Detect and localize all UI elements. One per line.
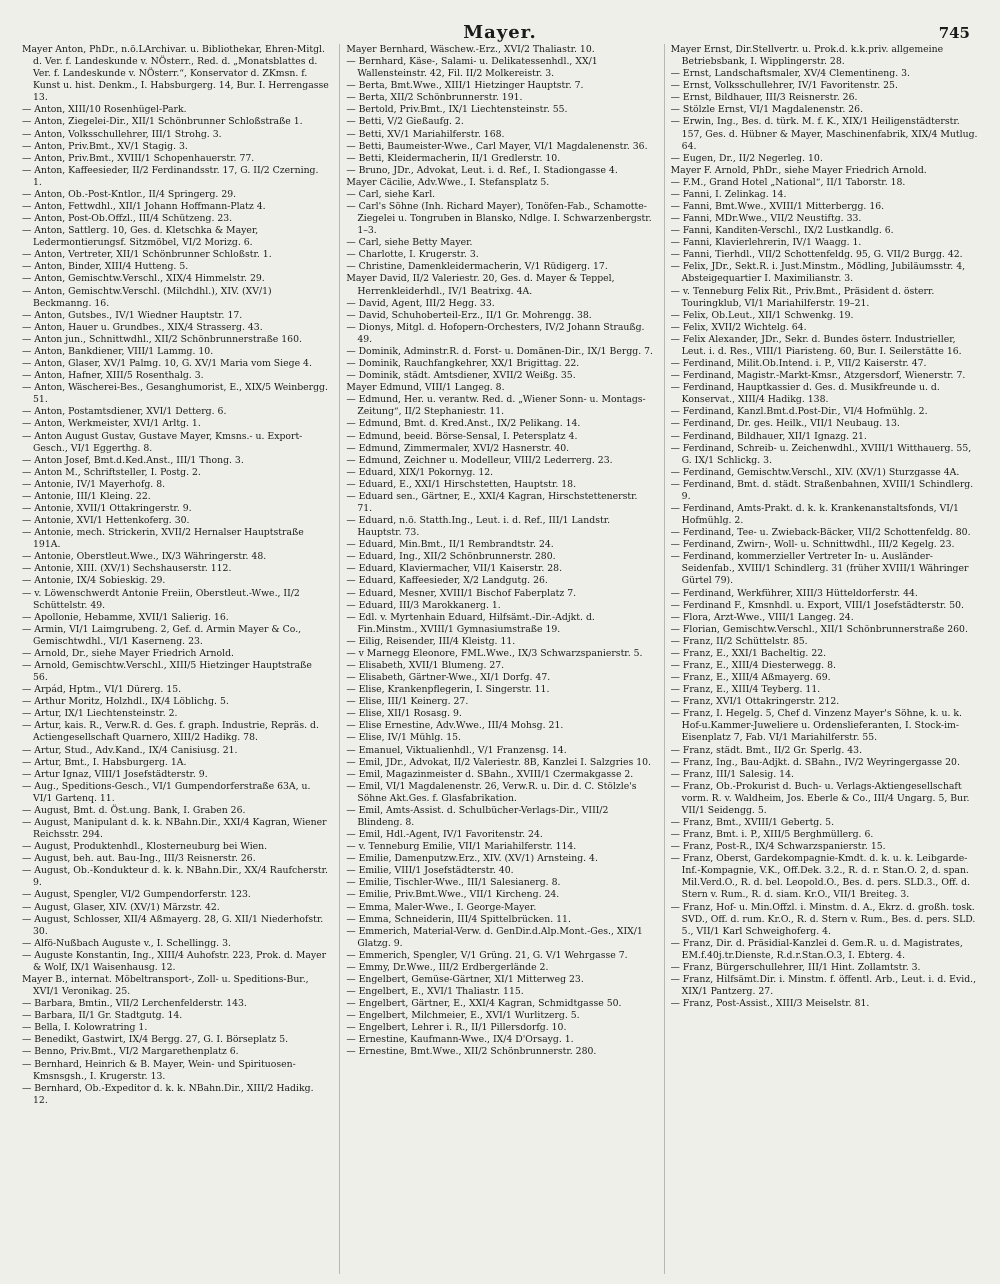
directory-entry: — August, Produktenhdl., Klosterneuburg bei Wien. [22, 841, 268, 853]
directory-entry: — Franz, XVI/1 Ottakringerstr. 212. [670, 696, 840, 708]
directory-entry: — Elisabeth, Gärtner-Wwe., XI/1 Dorfg. 47. [346, 672, 551, 684]
directory-entry: — Ferdinand, Hauptkassier d. Ges. d. Musikfreunde u. d. Konservat., XIII/4 Hadikg. 138. [670, 382, 940, 406]
directory-entry: — Eduard, E., XXI/1 Hirschstetten, Hauptstr. 18. [346, 478, 577, 490]
directory-entry: — Franz, Bmt. i. P., XIII/5 Berghmüllerg. 6. [670, 829, 874, 841]
directory-entry: — Apollonie, Hebamme, XVII/1 Salierig. 16. [22, 611, 229, 623]
directory-entry: — Anton Josef, Bmt.d.Ked.Anst., III/1 Thong. 3. [22, 454, 244, 466]
directory-entry: — Auguste Konstantin, Ing., XIII/4 Auhofstr. 223, Prok. d. Mayer & Wolf, IX/1 Waisenhausg. 12. [22, 949, 327, 973]
directory-column-1 [22, 44, 329, 1274]
directory-entry: Mayer Ernst, Dir.Stellvertr. u. Prok.d. k.k.priv. allgemeine Betriebsbank, I. Wipplingerstr. 28. [670, 44, 944, 68]
directory-entry: — Edmund, Zeichner u. Modelleur, VIII/2 Lederrerg. 23. [346, 454, 613, 466]
directory-entry: — Bertold, Priv.Bmt., IX/1 Liechtensteinstr. 55. [346, 104, 568, 116]
directory-entry: — Fanni, Kanditen-Verschl., IX/2 Lustkandlg. 6. [670, 225, 894, 237]
directory-entry: — Emil, JDr., Advokat, II/2 Valeriestr. 8B, Kanzlei I. Salzgries 10. [346, 756, 652, 768]
directory-entry: — Ferdinand, Milit.Ob.Intend. i. P., VII/2 Kaiserstr. 47. [670, 358, 927, 370]
directory-entry: — Dionys, Mitgl. d. Hofopern-Orchesters, IV/2 Johann Straußg. 49. [346, 321, 645, 345]
directory-entry: — Emilie, Damenputzw.Erz., XIV. (XV/1) Arnsteing. 4. [346, 853, 598, 865]
directory-entry: — Armin, VI/1 Laimgrubeng. 2, Gef. d. Armin Mayer & Co., Gemischtwdhl., VI/1 Kaserneng. 23. [22, 623, 302, 647]
directory-entry: — Artur, IX/1 Liechtensteinstr. 2. [22, 708, 178, 720]
directory-entry: — Anton, Werkmeister, XVI/1 Arltg. 1. [22, 418, 201, 430]
directory-entry: — v. Löwenschwerdt Antonie Freiin, Oberstleut.-Wwe., II/2 Schüttelstr. 49. [22, 587, 300, 611]
directory-entry: — August, Manipulant d. k. k. NBahn.Dir., XXI/4 Kagran, Wiener Reichsstr. 294. [22, 817, 327, 841]
directory-entry: — Bella, I. Kolowratring 1. [22, 1022, 148, 1034]
directory-entry: — Franz, städt. Bmt., II/2 Gr. Sperlg. 43. [670, 744, 863, 756]
directory-entry: — Ferdinand F., Kmsnhdl. u. Export, VIII/1 Josefstädterstr. 50. [670, 599, 965, 611]
directory-entry: — Anton, Ziegelei-Dir., XII/1 Schönbrunner Schloßstraße 1. [22, 116, 303, 128]
directory-entry: — Anton, Bankdiener, VIII/1 Lammg. 10. [22, 345, 214, 357]
directory-entry: — Franz, E., XIII/4 Aßmayerg. 69. [670, 672, 831, 684]
directory-entry: — Anton, Glaser, XV/1 Palmg. 10, G. XV/1 Maria vom Siege 4. [22, 358, 312, 370]
directory-entry: — Edl. v. Myrtenhain Eduard, Hilfsämt.-Dir.-Adjkt. d. Fin.Minstm., XVIII/1 Gymnasiumstraße 19. [346, 611, 595, 635]
directory-entry: — Fanni, Klavierlehrerin, IV/1 Waagg. 1. [670, 237, 862, 249]
directory-entry: — Edmund, Zimmermaler, XVI/2 Hasnerstr. 40. [346, 442, 570, 454]
directory-entry: — Florian, Gemischtw.Verschl., XII/1 Schönbrunnerstraße 260. [670, 623, 968, 635]
directory-entry: — David, Agent, III/2 Hegg. 33. [346, 297, 495, 309]
directory-entry: — Berta, Bmt.Wwe., XIII/1 Hietzinger Hauptstr. 7. [346, 80, 584, 92]
directory-entry: — Ferdinand, Schreib- u. Zeichenwdhl., XVIII/1 Witthauerg. 55, G. IX/1 Schlickg. 3. [670, 442, 972, 466]
directory-entry: — Emma, Schneiderin, III/4 Spittelbrücken. 11. [346, 913, 571, 925]
page-header [22, 14, 978, 44]
directory-column-3 [664, 44, 978, 1274]
directory-entry: — Anton, Binder, XIII/4 Hutteng. 5. [22, 261, 189, 273]
directory-entry: — Anton, Priv.Bmt., XVIII/1 Schopenhauerstr. 77. [22, 152, 255, 164]
directory-entry: Mayer B., internat. Möbeltransport-, Zoll- u. Speditions-Bur., XVI/1 Veronikag. 25. [22, 974, 309, 998]
directory-entry: — Anton jun., Schnittwdhl., XII/2 Schönbrunnerstraße 160. [22, 333, 302, 345]
directory-entry: — v. Tenneburg Emilie, VII/1 Mariahilferstr. 114. [346, 841, 577, 853]
directory-entry: — Arnold, Dr., siehe Mayer Friedrich Arnold. [22, 647, 234, 659]
directory-entry: — Emilie, VIII/1 Josefstädterstr. 40. [346, 865, 514, 877]
directory-entry: — Franz, Oberst, Gardekompagnie-Kmdt. d. k. u. k. Leibgarde-Inf.-Kompagnie, V.K., Off.Dek. 3.2., R. d. r. Stan.O. 2, d. span. Mil.Verd.O., R. d. bel. Leopold.O., Bes. d. pers. SLD.3., Off. d. Stern v. Rum., R. d. siam. Kr.O., VII/1 Breiteg. 3. [670, 853, 971, 901]
directory-entry: — Artur, kais. R., Verw.R. d. Ges. f. graph. Industrie, Repräs. d. Actiengesellschaft Quarnero, XIII/2 Hadikg. 78. [22, 720, 319, 744]
directory-entry: Mayer Cäcilie, Adv.Wwe., I. Stefansplatz 5. [346, 176, 550, 188]
directory-entry: — Eduard, III/3 Marokkanerg. 1. [346, 599, 501, 611]
directory-entry: — Elise, XII/1 Rosasg. 9. [346, 708, 462, 720]
directory-entry: — Berta, XII/2 Schönbrunnerstr. 191. [346, 92, 523, 104]
directory-entry: — Emmy, Dr.Wwe., III/2 Erdbergerlände 2. [346, 961, 549, 973]
directory-entry: — Emmerich, Spengler, V/1 Grüng. 21, G. V/1 Wehrgasse 7. [346, 949, 628, 961]
directory-entry: — August, Spengler, VI/2 Gumpendorferstr. 123. [22, 889, 251, 901]
directory-entry: — Elise, IV/1 Mühlg. 15. [346, 732, 462, 744]
directory-entry: — Christine, Damenkleidermacherin, V/1 Rüdigerg. 17. [346, 261, 608, 273]
directory-entry: — Eduard, XIX/1 Pokornyg. 12. [346, 466, 494, 478]
directory-entry: — Ferdinand, Bildhauer, XII/1 Ignazg. 21. [670, 430, 867, 442]
directory-entry: — Dominik, Adminstr.R. d. Forst- u. Domänen-Dir., IX/1 Bergg. 7. [346, 345, 654, 357]
directory-entry: — Eilig, Reisender, III/4 Kleistg. 11. [346, 635, 516, 647]
directory-entry: — Anton, Sattlerg. 10, Ges. d. Kletschka & Mayer, Ledermontierungsf. Sitzmöbel, VI/2 Morizg. 6. [22, 225, 259, 249]
directory-entry: — Carl, siehe Betty Mayer. [346, 237, 473, 249]
directory-entry: — Ferdinand, Magistr.-Markt-Kmsr., Atzgersdorf, Wienerstr. 7. [670, 370, 966, 382]
directory-entry: — Arnold, Gemischtw.Verschl., XIII/5 Hietzinger Hauptstraße 56. [22, 659, 312, 684]
directory-entry: — Felix, Ob.Leut., XII/1 Schwenkg. 19. [670, 309, 854, 321]
directory-entry: — Artur, Stud., Adv.Kand., IX/4 Canisiusg. 21. [22, 744, 238, 756]
directory-entry: — Franz, E., XIII/4 Diesterwegg. 8. [670, 659, 836, 671]
directory-entry: — Anton, Vertreter, XII/1 Schönbrunner Schloßstr. 1. [22, 249, 272, 261]
directory-entry: — Franz, E., XIII/4 Teyberg. 11. [670, 684, 821, 696]
directory-entry: — Anton M., Schriftsteller, I. Postg. 2. [22, 466, 201, 478]
directory-entry: — Stölzle Ernst, VI/1 Magdalenenstr. 26. [670, 104, 864, 116]
directory-entry: — Ernst, Bildhauer, III/3 Reisnerstr. 26. [670, 92, 858, 104]
directory-entry: — Bernhard, Heinrich & B. Mayer, Wein- und Spirituosen-Kmsnsgsh., I. Krugerstr. 13. [22, 1058, 296, 1082]
directory-entry: — Emil, Amts-Assist. d. Schulbücher-Verlags-Dir., VIII/2 Blindeng. 8. [346, 804, 609, 828]
directory-entry: — Ernst, Landschaftsmaler, XV/4 Clementineng. 3. [670, 68, 910, 80]
page-title: Mayer. [463, 22, 537, 43]
directory-entry: — Barbara, II/1 Gr. Stadtgutg. 14. [22, 1010, 183, 1022]
directory-entry: — Barbara, Bmtin., VII/2 Lerchenfelderstr. 143. [22, 998, 247, 1010]
directory-entry: — Arthur Moritz, Holzhdl., IX/4 Löblichg. 5. [22, 696, 229, 708]
directory-entry: — Engelbert, Milchmeier, E., XVI/1 Wurlitzerg. 5. [346, 1010, 580, 1022]
directory-entry: — Antonie, XVI/1 Hettenkoferg. 30. [22, 515, 190, 527]
directory-entry: — Carl's Söhne (Inh. Richard Mayer), Tonöfen-Fab., Schamotte-Ziegelei u. Tongruben in Blansko, Ndlge. I. Schwarzenbergstr. 1–3. [346, 201, 652, 237]
directory-entry: — Anton, Ob.-Post-Kntlor., II/4 Springerg. 29. [22, 188, 237, 200]
directory-entry: — Bernhard, Ob.-Expeditor d. k. k. NBahn.Dir., XIII/2 Hadikg. 12. [22, 1082, 314, 1106]
directory-entry: — Antonie, IV/1 Mayerhofg. 8. [22, 478, 166, 490]
directory-entry: — Engelbert, Lehrer i. R., II/1 Pillersdorfg. 10. [346, 1022, 567, 1034]
directory-entry: — Carl, siehe Karl. [346, 188, 436, 200]
directory-entry: — Franz, Ob.-Prokurist d. Buch- u. Verlags-Aktiengesellschaft vorm. R. v. Waldheim, Jos. Eberle & Co., III/4 Ungarg. 5, Bur. VII/1 Seidengg. 5. [670, 780, 970, 816]
directory-entry: — Anton, Gemischtw.Verschl., XIX/4 Himmelstr. 29. [22, 273, 265, 285]
directory-entry: — Antonie, Oberstleut.Wwe., IX/3 Währingerstr. 48. [22, 551, 267, 563]
directory-entry: — Anton, Gutsbes., IV/1 Wiedner Hauptstr. 17. [22, 309, 243, 321]
directory-entry: — Ferdinand, Amts-Prakt. d. k. k. Krankenanstaltsfonds, VI/1 Hofmühlg. 2. [670, 502, 959, 527]
directory-entry: — Ferdinand, Zwirn-, Woll- u. Schnittwdhl., III/2 Kegelg. 23. [670, 539, 955, 551]
directory-entry: — Fanni, I. Zelinkag. 14. [670, 188, 787, 200]
directory-entry: Mayer Anton, PhDr., n.ö.LArchivar. u. Bibliothekar, Ehren-Mitgl. d. Ver. f. Landeskunde v. NÖsterr., Red. d. „Monatsblattes d. Ver. f. Landeskunde v. NÖsterr.“, Konservator d. ZKmsn. f. Kunst u. hist. Denkm., I. Habsburgerg. 14, Bur. I. Herrengasse 13. [22, 44, 329, 104]
directory-entry: — Ferdinand, Gemischtw.Verschl., XIV. (XV/1) Sturzgasse 4A. [670, 466, 960, 478]
directory-entry: — Eduard, Mesner, XVIII/1 Bischof Faberplatz 7. [346, 587, 577, 599]
directory-entry: — Franz, Dir. d. Präsidial-Kanzlei d. Gem.R. u. d. Magistrates, EM.f.40j.tr.Dienste, R.d.r.Stan.O.3, I. Ebterg. 4. [670, 937, 963, 961]
directory-entry: — Elise Ernestine, Adv.Wwe., III/4 Mohsg. 21. [346, 720, 564, 732]
directory-entry: — Artur, Bmt., I. Habsburgerg. 1A. [22, 756, 187, 768]
directory-entry: — Edmund, beeid. Börse-Sensal, I. Petersplatz 4. [346, 430, 578, 442]
directory-entry: — Anton, Gemischtw.Verschl. (Milchdhl.), XIV. (XV/1) Beckmanng. 16. [22, 285, 272, 309]
directory-entry: — Engelbert, Gemüse-Gärtner, XI/1 Mitterweg 23. [346, 974, 584, 986]
directory-entry: — Franz, Ing., Bau-Adjkt. d. SBahn., IV/2 Weyringergasse 20. [670, 756, 960, 768]
directory-entry: — Anton, Kaffeesieder, II/2 Ferdinandsstr. 17, G. II/2 Czerning. 1. [22, 164, 319, 188]
directory-entry: — Antonie, XIII. (XV/1) Sechshauserstr. 112. [22, 563, 232, 575]
page-number: 745 [938, 24, 970, 42]
directory-entry: — Ferdinand, Kanzl.Bmt.d.Post-Dir., VI/4 Hofmühlg. 2. [670, 406, 928, 418]
directory-entry: — Betti, Kleidermacherin, II/1 Gredlerstr. 10. [346, 152, 561, 164]
directory-entry: — Ferdinand, Bmt. d. städt. Straßenbahnen, XVIII/1 Schindlerg. 9. [670, 478, 974, 502]
directory-entry: — Aug., Speditions-Gesch., VI/1 Gumpendorferstraße 63A, u. VI/1 Gartenq. 11. [22, 780, 311, 804]
directory-entry: — Anton, Fettwdhl., XII/1 Johann Hoffmann-Platz 4. [22, 201, 266, 213]
directory-entry: — Charlotte, I. Krugerstr. 3. [346, 249, 479, 261]
directory-entry: Mayer David, II/2 Valeriestr. 20, Ges. d. Mayer & Teppel, Herrenkleiderhdl., IV/1 Beatrixg. 4A. [346, 273, 615, 297]
directory-entry: Mayer Bernhard, Wäschew.-Erz., XVI/2 Thaliastr. 10. [346, 44, 595, 55]
directory-entry: — Edmund, Her. u. verantw. Red. d. „Wiener Sonn- u. Montags-Zeitung“, II/2 Stephaniestr. 11. [346, 394, 646, 418]
directory-entry: — v Marnegg Eleonore, FML.Wwe., IX/3 Schwarzspanierstr. 5. [346, 647, 643, 659]
directory-entry: — Emil, Magazinmeister d. SBahn., XVIII/1 Czermakgasse 2. [346, 768, 634, 780]
directory-entry: — v. Tenneburg Felix Rit., Priv.Bmt., Präsident d. österr. Touringklub, VI/1 Mariahilferstr. 19–21. [670, 285, 935, 309]
directory-entry: — August, Schlosser, XII/4 Aßmayerg. 28, G. XII/1 Niederhofstr. 30. [22, 913, 324, 937]
directory-entry: — August, beh. aut. Bau-Ing., III/3 Reisnerstr. 26. [22, 853, 256, 865]
directory-entry: — Ferdinand, Dr. ges. Heilk., VII/1 Neubaug. 13. [670, 418, 900, 430]
directory-entry: — Anton, Volksschullehrer, III/1 Strohg. 3. [22, 128, 222, 140]
directory-entry: — Fanni, MDr.Wwe., VII/2 Neustiftg. 33. [670, 213, 862, 225]
directory-entry: — August, Bmt. d. Öst.ung. Bank, I. Graben 26. [22, 804, 246, 816]
directory-entry: — Anton, Hauer u. Grundbes., XIX/4 Strasserg. 43. [22, 321, 263, 333]
directory-entry: — Elisabeth, XVII/1 Blumeng. 27. [346, 659, 505, 671]
directory-entry: — Edmund, Bmt. d. Kred.Anst., IX/2 Pelikang. 14. [346, 418, 581, 430]
directory-entry: — Emanuel, Viktualienhdl., V/1 Franzensg. 14. [346, 744, 567, 756]
directory-entry: — Franz, Hilfsämt.Dir. i. Minstm. f. öffentl. Arb., Leut. i. d. Evid., XIX/1 Pantzerg. 27. [670, 974, 977, 998]
directory-entry: — Antonie, mech. Strickerin, XVII/2 Hernalser Hauptstraße 191A. [22, 527, 304, 551]
directory-entry: — Eduard sen., Gärtner, E., XXI/4 Kagran, Hirschstettenerstr. 71. [346, 490, 638, 514]
directory-column-2 [339, 44, 653, 1274]
directory-entry: — Ferdinand, Tee- u. Zwieback-Bäcker, VII/2 Schottenfeldg. 80. [670, 527, 971, 539]
directory-entry: — Franz, II/2 Schüttelstr. 85. [670, 635, 808, 647]
directory-entry: — Anton, Hafner, XIII/5 Rosenthalg. 3. [22, 370, 204, 382]
directory-entry: — Flora, Arzt-Wwe., VIII/1 Langeg. 24. [670, 611, 854, 623]
directory-entry: — Betti, XV/1 Mariahilferstr. 168. [346, 128, 505, 140]
directory-entry: — Ernestine, Bmt.Wwe., XII/2 Schönbrunnerstr. 280. [346, 1046, 597, 1058]
directory-entry: — Ernestine, Kaufmann-Wwe., IX/4 D'Orsayg. 1. [346, 1034, 574, 1046]
directory-entry: — August, Glaser, XIV. (XV/1) Märzstr. 42. [22, 901, 220, 913]
directory-entry: — Benno, Priv.Bmt., VI/2 Margarethenplatz 6. [22, 1046, 239, 1058]
directory-entry: — F.M., Grand Hotel „National“, II/1 Taborstr. 18. [670, 176, 906, 188]
directory-entry: — Anton, XIII/10 Rosenhügel-Park. [22, 104, 187, 116]
directory-entry: — Antonie, III/1 Kleing. 22. [22, 490, 151, 502]
directory-entry: — Betti, V/2 Gießaufg. 2. [346, 116, 464, 128]
directory-entry: — Franz, Post-R., IX/4 Schwarzspanierstr. 15. [670, 841, 886, 853]
directory-entry: — Franz, III/1 Salesig. 14. [670, 768, 794, 780]
directory-entry: — Betti, Baumeister-Wwe., Carl Mayer, VI/1 Magdalenenstr. 36. [346, 140, 648, 152]
directory-entry: — Emmerich, Material-Verw. d. GenDir.d.Alp.Mont.-Ges., XIX/1 Glatzg. 9. [346, 925, 643, 949]
directory-entry: — Franz, I. Hegelg. 5, Chef d. Vinzenz Mayer's Söhne, k. u. k. Hof-u.Kammer-Juweliere u. Ordenslieferanten, I. Stock-im-Eisenplatz 7, Fab. VI/1 Mariahilferstr. 55. [670, 708, 962, 744]
directory-entry: — Alfö-Nußbach Auguste v., I. Schellingg. 3. [22, 937, 231, 949]
directory-entry: — Antonie, XVII/1 Ottakringerstr. 9. [22, 502, 192, 514]
directory-entry: — Anton August Gustav, Gustave Mayer, Kmsns.- u. Export-Gesch., VI/1 Eggerthg. 8. [22, 430, 303, 454]
directory-entry: — Bernhard, Käse-, Salami- u. Delikatessenhdl., XX/1 Wallensteinstr. 42, Fil. II/2 Molkereistr. 3. [346, 56, 598, 80]
directory-entry: — Franz, Bmt., XVIII/1 Gebertg. 5. [670, 817, 835, 828]
directory-entry: — Emilie, Tischler-Wwe., III/1 Salesianerg. 8. [346, 877, 561, 889]
directory-entry: — Anton, Postamtsdiener, XVI/1 Detterg. 6. [22, 406, 227, 418]
directory-entry: — Benedikt, Gastwirt, IX/4 Bergg. 27, G. I. Börseplatz 5. [22, 1034, 289, 1046]
directory-entry: — Emil, VI/1 Magdalenenstr. 26, Verw.R. u. Dir. d. C. Stölzle's Söhne Akt.Ges. f. Glasfabrikation. [346, 780, 637, 804]
directory-entry: — Eduard, Ing., XII/2 Schönbrunnerstr. 280. [346, 551, 556, 563]
directory-entry: — Ferdinand, Werkführer, XIII/3 Hütteldorferstr. 44. [670, 587, 918, 599]
directory-entry: — Ferdinand, kommerzieller Vertreter In- u. Ausländer-Seidenfab., XVIII/1 Schindlerg. 31 (früher XVIII/1 Währinger Gürtel 79). [670, 551, 969, 587]
directory-entry: — Eugen, Dr., II/2 Negerleg. 10. [670, 152, 823, 164]
directory-entry: — Franz, Bürgerschullehrer, III/1 Hint. Zollamtstr. 3. [670, 961, 921, 973]
directory-entry: — Dominik, Rauchfangkehrer, XX/1 Brigittag. 22. [346, 358, 580, 370]
directory-entry: — Anton, Post-Ob.Offzl., III/4 Schützeng. 23. [22, 213, 233, 225]
directory-entry: Mayer Edmund, VIII/1 Langeg. 8. [346, 382, 505, 394]
directory-columns [22, 44, 978, 1274]
directory-entry: — Arpád, Hptm., VI/1 Dürerg. 15. [22, 684, 182, 696]
directory-entry: — Eduard, Min.Bmt., II/1 Rembrandtstr. 24. [346, 539, 554, 551]
directory-entry: — Franz, Post-Assist., XIII/3 Meiselstr. 81. [670, 998, 870, 1010]
directory-entry: — Felix Alexander, JDr., Sekr. d. Bundes österr. Industrieller, Leut. i. d. Res., VIII/1 Piaristeng. 60, Bur. I. Seilerstätte 16. [670, 333, 962, 357]
directory-entry: — Eduard, n.ö. Statth.Ing., Leut. i. d. Ref., III/1 Landstr. Hauptstr. 73. [346, 515, 611, 539]
directory-entry: — Felix, JDr., Sekt.R. i. Just.Minstm., Mödling, Jubiläumsstr. 4, Absteigequartier I. Maximilianstr. 3. [670, 261, 966, 285]
directory-entry: — Felix, XVII/2 Wichtelg. 64. [670, 321, 807, 333]
directory-entry: — Eduard, Kaffeesieder, X/2 Landgutg. 26. [346, 575, 548, 587]
directory-entry: — Bruno, JDr., Advokat, Leut. i. d. Ref., I. Stadiongasse 4. [346, 164, 618, 176]
directory-entry: — Engelbert, E., XVI/1 Thaliastr. 115. [346, 986, 524, 998]
directory-entry: — Emilie, Priv.Bmt.Wwe., VII/1 Kircheng. 24. [346, 889, 560, 901]
directory-entry: — David, Schuhoberteil-Erz., II/1 Gr. Mohrengg. 38. [346, 309, 592, 321]
directory-entry: — Erwin, Ing., Bes. d. türk. M. f. K., XIX/1 Heiligenstädterstr. 157, Ges. d. Hübner & Mayer, Maschinenfabrik, XIX/4 Mutlug. 64. [670, 116, 978, 152]
directory-entry: — Dominik, städt. Amtsdiener, XVII/2 Weißg. 35. [346, 370, 576, 382]
directory-entry: — Elise, Krankenpflegerin, I. Singerstr. 11. [346, 684, 550, 696]
directory-entry: — Emil, Hdl.-Agent, IV/1 Favoritenstr. 24. [346, 829, 543, 841]
directory-entry: — Fanni, Bmt.Wwe., XVIII/1 Mitterbergg. 16. [670, 201, 885, 213]
directory-entry: — Artur Ignaz, VIII/1 Josefstädterstr. 9. [22, 768, 208, 780]
directory-entry: — Engelbert, Gärtner, E., XXI/4 Kagran, Schmidtgasse 50. [346, 998, 622, 1010]
directory-entry: — Ernst, Volksschullehrer, IV/1 Favoritenstr. 25. [670, 80, 898, 92]
directory-entry: Mayer F. Arnold, PhDr., siehe Mayer Friedrich Arnold. [670, 164, 927, 176]
directory-entry: — August, Ob.-Kondukteur d. k. k. NBahn.Dir., XX/4 Raufcherstr. 9. [22, 865, 329, 889]
directory-entry: — Antonie, IX/4 Sobieskig. 29. [22, 575, 166, 587]
directory-entry: — Emma, Maler-Wwe., I. George-Mayer. [346, 901, 537, 913]
directory-entry: — Anton, Priv.Bmt., XV/1 Stagig. 3. [22, 140, 188, 152]
directory-entry: — Elise, III/1 Keinerg. 27. [346, 696, 469, 708]
directory-entry: — Eduard, Klaviermacher, VII/1 Kaiserstr. 28. [346, 563, 563, 575]
directory-entry: — Franz, E., XXI/1 Bacheltig. 22. [670, 647, 827, 659]
directory-entry: — Franz, Hof- u. Min.Offzl. i. Minstm. d. A., Ekrz. d. großh. tosk. SVD., Off. d. rum. Kr.O., R. d. Stern v. Rum., Bes. d. pers. SLD. 5., VII/1 Karl Schweighoferg. 4. [670, 901, 976, 937]
directory-entry: — Fanni, Tierhdl., VII/2 Schottenfeldg. 95, G. VII/2 Burgg. 42. [670, 249, 963, 261]
directory-entry: — Anton, Wäscherei-Bes., Gesanghumorist, E., XIX/5 Weinbergg. 51. [22, 382, 328, 406]
